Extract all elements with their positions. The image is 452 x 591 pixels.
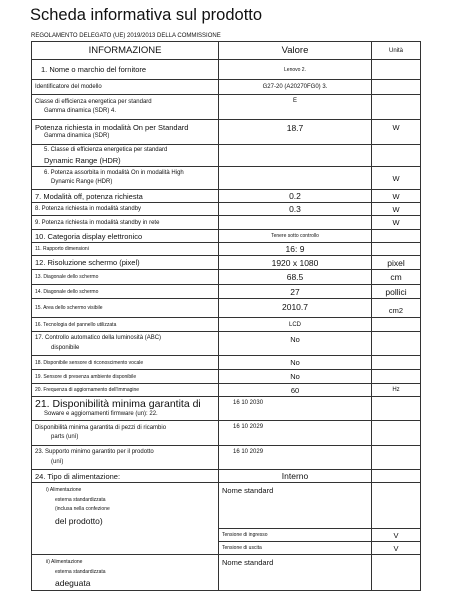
row-label: 19. Sensore di presenza ambiente disponibile	[32, 370, 219, 384]
row-label-continued: Gamma dinamica (SDR) 4.	[44, 108, 117, 114]
row-unit: pollici	[372, 285, 421, 299]
row-unit	[372, 230, 421, 243]
row-value: 0.2	[219, 190, 372, 203]
input-voltage-label: Tensione di ingresso	[219, 529, 372, 542]
power-supply-row	[32, 555, 421, 591]
row-label: Classe di efficienza energetica per standard	[35, 98, 152, 105]
row-value: Lenovo 2.	[219, 60, 372, 80]
row-value: 2010.7	[219, 299, 372, 318]
table-row	[32, 299, 421, 318]
table-row	[32, 243, 421, 256]
table-row	[32, 285, 421, 299]
row-label-continued: (unì)	[51, 458, 64, 465]
header-info: INFORMAZIONE	[32, 42, 219, 60]
table-row	[32, 190, 421, 203]
row-unit: pixel	[372, 256, 421, 270]
row-unit	[372, 145, 421, 167]
power-supply-a-unit	[372, 483, 421, 529]
power-supply-a-description: i) Alimentazione esterna standardizzata (inclusa nella confezione del prodotto)	[32, 483, 219, 555]
row-value	[219, 167, 372, 190]
row-unit: W	[372, 216, 421, 230]
row-value	[219, 145, 372, 167]
row-value: 60	[219, 384, 372, 397]
row-value: G27-20 (A20270FG0) 3.	[219, 80, 372, 95]
output-voltage-label: Tensione di uscita	[219, 542, 372, 555]
table-row	[32, 470, 421, 483]
table-row	[32, 421, 421, 446]
row-value: 68.5	[219, 270, 372, 285]
row-value: E	[219, 95, 372, 120]
row-value: LCD	[219, 318, 372, 332]
row-value: Interno	[219, 470, 372, 483]
row-label: 24. Tipo di alimentazione:	[32, 470, 219, 483]
row-unit	[372, 60, 421, 80]
row-label: 9. Potenza richiesta in modalità standby in rete	[32, 216, 219, 230]
row-label: 10. Categoria display elettronico	[32, 230, 219, 243]
row-value: No	[219, 356, 372, 370]
row-label-continued: disponibile	[51, 344, 80, 351]
table-row	[32, 397, 421, 421]
row-unit: Hz	[372, 384, 421, 397]
power-supply-a-value: Nome standard	[219, 483, 372, 529]
row-value: 27	[219, 285, 372, 299]
row-unit: W	[372, 120, 421, 145]
table-header-row	[32, 42, 421, 60]
table-row	[32, 80, 421, 95]
power-supply-b-unit	[372, 555, 421, 591]
power-supply-b-value: Nome standard	[219, 555, 372, 591]
row-unit	[372, 470, 421, 483]
row-label-continued: Gamma dinamica (SDR)	[44, 133, 110, 139]
row-value: 0.3	[219, 203, 372, 216]
row-unit: W	[372, 203, 421, 216]
row-label: 16. Tecnologia del pannello utilizzata	[32, 318, 219, 332]
power-supply-row	[32, 483, 421, 529]
row-unit	[372, 332, 421, 356]
power-supply-b-description: ii) Alimentazione esterna standardizzata adeguata	[32, 555, 219, 591]
row-label: 14. Diagonale dello schermo	[32, 285, 219, 299]
table-row	[32, 216, 421, 230]
row-unit: W	[372, 167, 421, 190]
table-row	[32, 120, 421, 145]
table-row	[32, 356, 421, 370]
output-voltage-unit: V	[372, 542, 421, 555]
table-row	[32, 95, 421, 120]
row-label: 6. Potenza assorbita in modalità On in modalità High	[44, 169, 184, 176]
row-unit	[372, 421, 421, 446]
row-value: 1920 x 1080	[219, 256, 372, 270]
row-label: 1. Nome o marchio del fornitore	[32, 60, 219, 80]
table-row	[32, 167, 421, 190]
table-row	[32, 256, 421, 270]
row-unit	[372, 95, 421, 120]
row-label: 5. Classe di efficienza energetica per standard	[44, 147, 168, 153]
row-label: Potenza richiesta in modalità On per Standard	[35, 122, 189, 132]
table-row	[32, 203, 421, 216]
row-label: 11. Rapporto dimensioni	[32, 243, 219, 256]
table-row	[32, 370, 421, 384]
row-label: 18. Disponibile sensore di riconoscimento vocale	[32, 356, 219, 370]
header-unit: Unità	[372, 42, 421, 60]
product-spec-table	[31, 41, 421, 591]
row-label-continued: parts (unì)	[51, 434, 79, 440]
row-value: 16 10 2030	[219, 397, 372, 421]
row-unit: cm2	[372, 299, 421, 318]
row-label: 13. Diagonale dello schermo	[32, 270, 219, 285]
row-value: Tenere sotto controllo	[219, 230, 372, 243]
row-unit	[372, 80, 421, 95]
row-label: Disponibilità minima garantita di pezzi di ricambio	[35, 424, 167, 431]
row-unit: W	[372, 190, 421, 203]
row-label: 23. Supporto minimo garantito per il prodotto	[35, 449, 154, 455]
table-row	[32, 332, 421, 356]
row-label: 8. Potenza richiesta in modalità standby	[32, 203, 219, 216]
table-row	[32, 318, 421, 332]
table-row	[32, 270, 421, 285]
table-row	[32, 145, 421, 167]
row-value	[219, 216, 372, 230]
row-label: 21. Disponibilità minima garantita di	[35, 397, 201, 410]
table-row	[32, 230, 421, 243]
regulation-reference: REGOLAMENTO DELEGATO (UE) 2019/2013 DELLA COMMISSIONE	[31, 33, 221, 39]
table-row	[32, 384, 421, 397]
row-value: 16: 9	[219, 243, 372, 256]
row-label: 20. Frequenza di aggiornamento dell'immagine	[32, 384, 219, 397]
row-unit	[372, 356, 421, 370]
table-row	[32, 60, 421, 80]
document-title: Scheda informativa sul prodotto	[30, 6, 263, 24]
row-label: 12. Risoluzione schermo (pixel)	[32, 256, 219, 270]
row-value: 18.7	[219, 120, 372, 145]
row-unit	[372, 446, 421, 470]
row-value: No	[219, 332, 372, 356]
row-value: 16 10 2029	[219, 421, 372, 446]
row-unit	[372, 397, 421, 421]
row-label-continued: Soware e aggiornamenti firmware (un): 22.	[44, 410, 158, 417]
row-label: Identificatore del modello	[32, 80, 219, 95]
row-label: 7. Modalità off, potenza richiesta	[32, 190, 219, 203]
table-row	[32, 446, 421, 470]
row-unit: cm	[372, 270, 421, 285]
row-label: 15. Area dello schermo visibile	[32, 299, 219, 318]
row-label: 17. Controllo automatico della luminosità (ABC)	[35, 335, 162, 341]
row-value: No	[219, 370, 372, 384]
row-label-continued: Dynamic Range (HDR)	[44, 155, 121, 165]
row-unit	[372, 370, 421, 384]
header-value: Valore	[219, 42, 372, 60]
row-value: 16 10 2029	[219, 446, 372, 470]
input-voltage-unit: V	[372, 529, 421, 542]
row-unit	[372, 318, 421, 332]
row-label-continued: Dynamic Range (HDR)	[51, 179, 113, 185]
row-unit	[372, 243, 421, 256]
